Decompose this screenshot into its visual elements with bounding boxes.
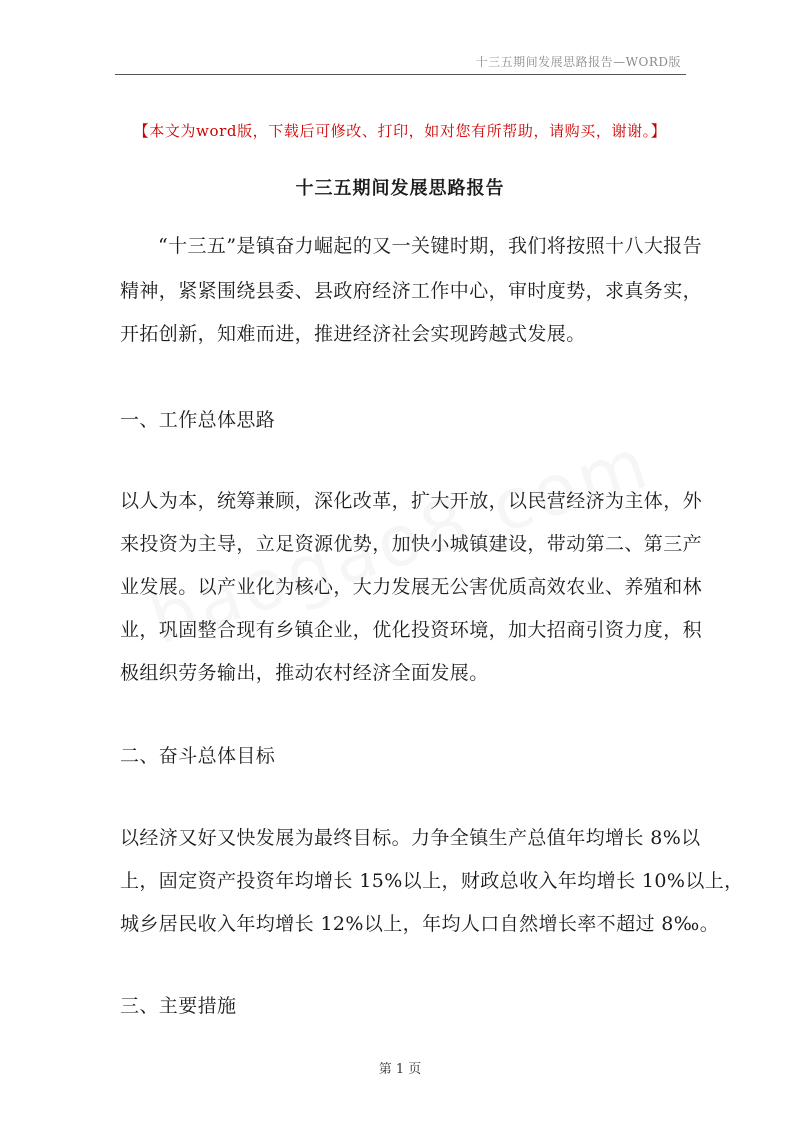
- intro-line: 开拓创新，知难而进，推进经济社会实现跨越式发展。: [120, 323, 586, 345]
- document-title: 十三五期间发展思路报告: [295, 178, 505, 199]
- section1-line: 业，巩固整合现有乡镇企业，优化投资环境，加大招商引资力度，积: [120, 619, 703, 641]
- header-rule: [115, 74, 686, 75]
- section2-line: 城乡居民收入年均增长 12%以上，年均人口自然增长率不超过 8‰。: [120, 913, 720, 935]
- section1-line: 极组织劳务输出，推动农村经济全面发展。: [120, 662, 489, 684]
- section-heading-2: 二、奋斗总体目标: [120, 745, 276, 767]
- section-heading-1: 一、工作总体思路: [120, 409, 276, 431]
- section1-line: 来投资为主导，立足资源优势，加快小城镇建设，带动第二、第三产: [120, 533, 703, 555]
- section1-line: 业发展。以产业化为核心，大力发展无公害优质高效农业、养殖和林: [120, 576, 703, 598]
- section-heading-3: 三、主要措施: [120, 995, 237, 1017]
- section2-line: 以经济又好又快发展为最终目标。力争全镇生产总值年均增长 8%以: [120, 827, 701, 849]
- intro-line: “十三五”是镇奋力崛起的又一关键时期，我们将按照十八大报告: [158, 235, 703, 257]
- running-header: 十三五期间发展思路报告—WORD版: [475, 55, 681, 69]
- section1-line: 以人为本，统筹兼顾，深化改革，扩大开放，以民营经济为主体，外: [120, 490, 703, 512]
- page-number: 第 1 页: [378, 1062, 422, 1077]
- download-notice: 【本文为word版，下载后可修改、打印，如对您有所帮助，请购买，谢谢。】: [133, 122, 667, 140]
- intro-line: 精神，紧紧围绕县委、县政府经济工作中心，审时度势，求真务实，: [120, 280, 703, 302]
- section2-line: 上，固定资产投资年均增长 15%以上，财政总收入年均增长 10%以上，: [120, 870, 744, 892]
